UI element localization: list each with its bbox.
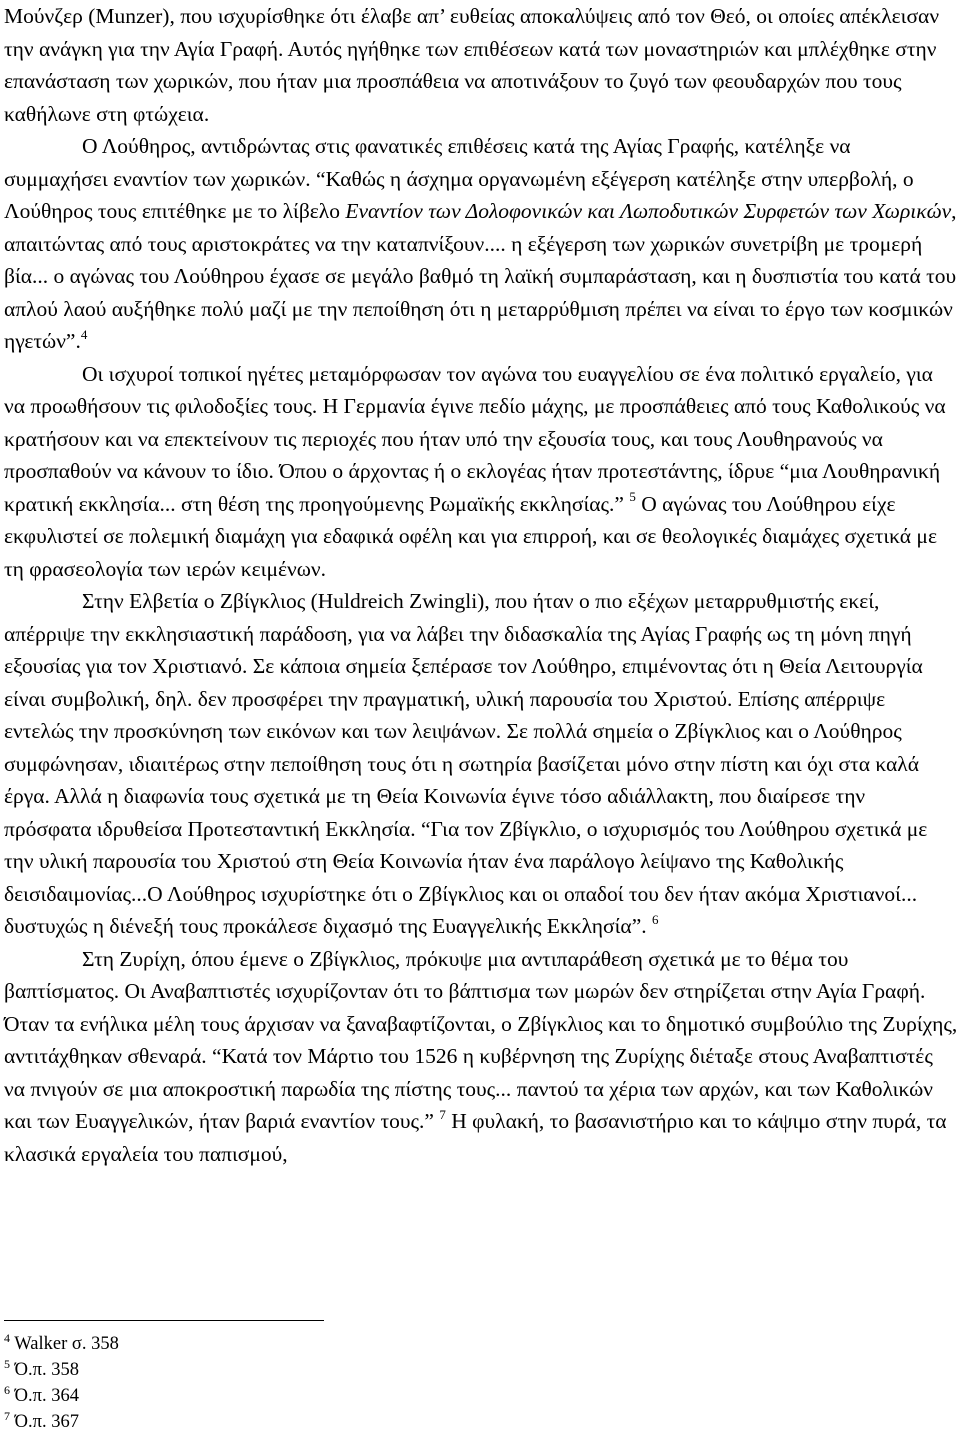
footnote: [4, 1409, 504, 1435]
footnote-text: Ό.π. 358: [14, 1360, 79, 1380]
paragraph-text: Στη Ζυρίχη, όπου έμενε ο Ζβίγκλιος, πρόκυψε μια αντιπαράθεση σχετικά με το θέμα του βαπτίσματος. Οι Αναβαπτιστές ισχυρίζονταν ότι το βάπτισμα των μωρών δεν στηρίζεται στην Αγία Γραφή. Όταν τα ενήλικα μέλη τους άρχισαν να ξαναβαφτίζονται, ο Ζβίγκλιος και το δημοτικό συμβούλιο της Ζυρίχης, αντιτάχθηκαν σθεναρά. “Κατά τον Μάρτιο του 1526 η κυβέρνηση της Ζυρίχης διέταξε στους Αναβαπτιστές να πνιγούν σε μια αποκροστική παρωδία της πίστης τους... παντού τα χέρια των αρχών, και των Καθολικών και των Ευαγγελικών, ήταν βαριά εναντίον τους.”: [4, 946, 958, 1133]
footnote: [4, 1357, 504, 1383]
footnote-number: 7: [4, 1408, 10, 1423]
footnote-number: 5: [4, 1356, 10, 1371]
paragraph-text: Ο Λούθηρος, αντιδρώντας στις φανατικές επιθέσεις κατά της Αγίας Γραφής, κατέληξε να συμμαχήσει εναντίον των χωρικών. “Καθώς η άσχημα οργανωμένη εξέγερση κατέληξε στην υπερβολή, ο Λούθηρος τους επιτέθηκε με το λίβελο: [4, 134, 914, 223]
footnote-text: Ό.π. 364: [14, 1386, 79, 1406]
footnote-ref: 7: [439, 1106, 446, 1122]
footnote-text: Ό.π. 367: [14, 1412, 79, 1432]
paragraph-text: , απαιτώντας από τους αριστοκράτες να την καταπνίξουν.... η εξέγερση των χωρικών συνετρίβη με τρομερή βία... ο αγώνας του Λούθηρου έχασε σε μεγάλο βαθμό τη λαϊκή συμπαράσταση, και η δυσπιστία του κατά του απλού λαού αυξήθηκε πολύ μαζί με την πεποίθηση ότι η μεταρρύθμιση πρέπει να είναι το έργο των κοσμικών ηγετών”.: [4, 199, 957, 353]
document-body: [4, 0, 958, 1170]
footnote-separator: [4, 1320, 324, 1321]
paragraph-text: Η φυλακή, το βασανιστήριο και το κάψιμο στην πυρά, τα κλασικά εργαλεία του παπισμού,: [4, 1109, 947, 1166]
footnote-number: 6: [4, 1382, 10, 1397]
paragraph-text: Ο αγώνας του Λούθηρου είχε εκφυλιστεί σε πολεμική διαμάχη για εδαφικά οφέλη και για επιρροή, και σε θεολογικές διαμάχες σχετικά με τη φρασεολογία των ιερών κειμένων.: [4, 491, 937, 581]
paragraph: [4, 0, 958, 130]
paragraph-text: Στην Ελβετία ο Ζβίγκλιος (Huldreich Zwingli), που ήταν ο πιο εξέχων μεταρρυθμιστής εκεί, απέρριψε την εκκλησιαστική παράδοση, για να λάβει την διδασκαλία της Αγίας Γραφής ως τη μόνη πηγή εξουσίας για τον Χριστιανό. Σε κάποια σημεία ξεπέρασε τον Λούθηρο, επιμένοντας ότι η Θεία Λειτουργία είναι συμβολική, δηλ. δεν προσφέρει την πραγματική, υλική παρουσία του Χριστού. Επίσης απέρριψε εντελώς την προσκύνηση των εικόνων και των λειψάνων. Σε πολλά σημεία ο Ζβίγκλιος και ο Λούθηρος συμφώνησαν, ιδιαιτέρως στην πεποίθηση τους ότι η σωτηρία βασίζεται μόνο στην πίστη και όχι στα καλά έργα. Αλλά η διαφωνία τους σχετικά με τη Θεία Κοινωνία έγινε τόσο αδιάλλακτη, που διαίρεσε την πρόσφατα ιδρυθείσα Προτεσταντική Εκκλησία. “Για τον Ζβίγκλιο, ο ισχυρισμός του Λούθηρου σχετικά με την υλική παρουσία του Χριστού στη Θεία Κοινωνία ήταν ένα παράλογο λείψανο της Καθολικής δεισιδαιμονίας...Ο Λούθηρος ισχυρίστηκε ότι ο Ζβίγκλιος και οι οπαδοί του δεν ήταν ακόμα Χριστιανοί... δυστυχώς η διένεξή τους προκάλεσε διχασμό της Ευαγγελικής Εκκλησία”.: [4, 589, 928, 938]
footnote: [4, 1331, 504, 1357]
footnote-ref: 6: [651, 911, 659, 927]
paragraph-text: Μούνζερ (Munzer), που ισχυρίσθηκε ότι έλαβε απ’ ευθείας αποκαλύψεις από τον Θεό, οι οποίες απέκλεισαν την ανάγκη για την Αγία Γραφή. Αυτός ηγήθηκε των επιθέσεων κατά των μοναστηριών και μπλέχθηκε στην επανάσταση των χωρικών, που ήταν μια προσπάθεια να αποτινάξουν το ζυγό των φεουδαρχών που τους καθήλωνε στη φτώχεια.: [4, 4, 940, 126]
footnote: [4, 1383, 504, 1409]
footnote-number: 4: [4, 1330, 10, 1345]
paragraph: [4, 943, 958, 1171]
footnote-text: Walker σ. 358: [14, 1334, 119, 1354]
paragraph-text: Οι ισχυροί τοπικοί ηγέτες μεταμόρφωσαν τον αγώνα του ευαγγελίου σε ένα πολιτικό εργαλείο, για να προωθήσουν τις φιλοδοξίες τους. Η Γερμανία έγινε πεδίο μάχης, με προσπάθειες από τους Καθολικούς να κρατήσουν και να επεκτείνουν τις περιοχές που ήταν υπό την εξουσία τους, και τους Λουθηρανούς να προσπαθούν να κάνουν το ίδιο. Όπου ο άρχοντας ή ο εκλογέας ήταν προτεστάντης, ίδρυε “μια Λουθηρανική κρατική εκκλησία... στη θέση της προηγούμενης Ρωμαϊκής εκκλησίας.”: [4, 361, 946, 516]
paragraph: [4, 585, 958, 943]
italic-title: Εναντίον των Δολοφονικών και Λωποδυτικών Συρφετών των Χωρικών: [345, 199, 952, 223]
footnote-ref: 4: [80, 326, 88, 342]
footnotes: [4, 1331, 504, 1435]
footnote-ref: 5: [629, 489, 636, 505]
paragraph: [4, 130, 958, 358]
paragraph: [4, 358, 958, 586]
